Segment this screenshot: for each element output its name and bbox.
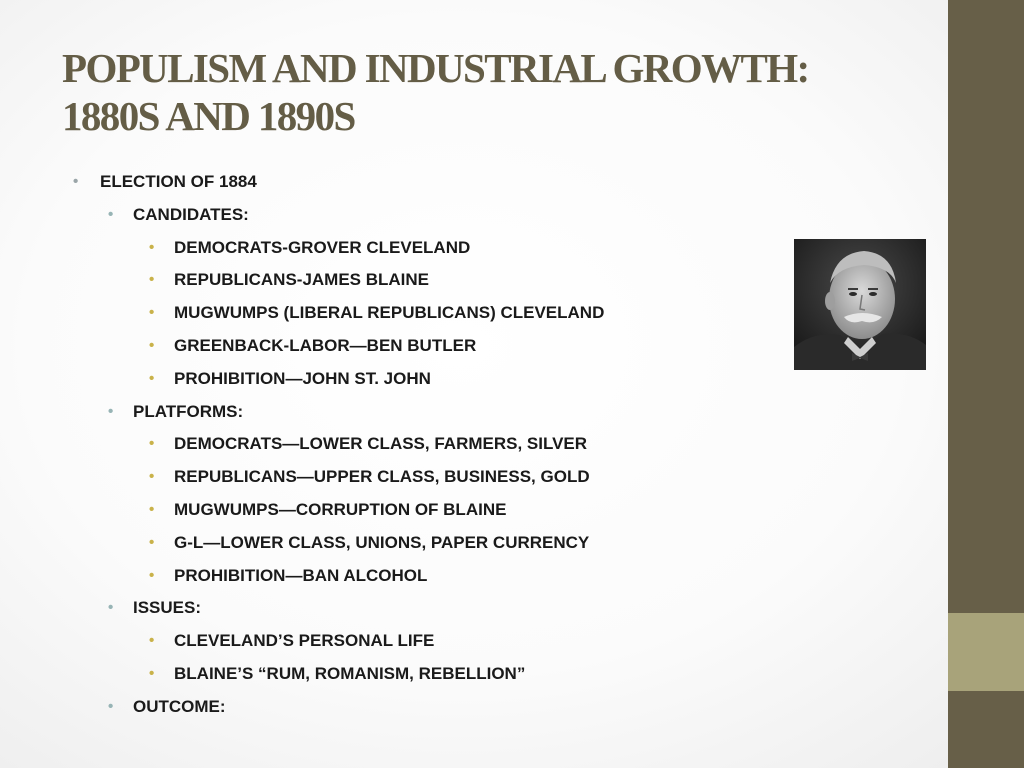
bullet-dot-icon: • <box>149 435 155 453</box>
bullet-text: PLATFORMS: <box>133 401 244 421</box>
bullet-dot-icon: • <box>149 632 155 650</box>
bullet-item-level-2 <box>0 691 760 724</box>
bullet-item-level-3 <box>0 494 760 527</box>
slide-title <box>62 44 922 140</box>
bullet-text: PROHIBITION—JOHN ST. JOHN <box>174 368 431 388</box>
bullet-item-level-3 <box>0 625 760 658</box>
bullet-text: CLEVELAND’S PERSONAL LIFE <box>174 631 435 651</box>
bullet-text: DEMOCRATS—LOWER CLASS, FARMERS, SILVER <box>174 434 588 454</box>
slide-title-line-2: 1880S AND 1890S <box>62 93 355 139</box>
bullet-dot-icon: • <box>149 369 155 387</box>
bullet-item-level-3 <box>0 232 760 265</box>
bullet-text: MUGWUMPS (LIBERAL REPUBLICANS) CLEVELAND <box>174 303 605 323</box>
bullet-dot-icon: • <box>149 271 155 289</box>
bullet-dot-icon: • <box>73 173 79 190</box>
bullet-item-level-3 <box>0 560 760 593</box>
bullet-list <box>0 166 760 724</box>
bullet-text: MUGWUMPS—CORRUPTION OF BLAINE <box>174 499 507 519</box>
side-accent-block <box>948 613 1024 691</box>
bullet-item-level-3 <box>0 461 760 494</box>
bullet-item-level-2 <box>0 199 760 232</box>
bullet-text: ISSUES: <box>133 598 202 618</box>
bullet-text: ELECTION OF 1884 <box>100 172 257 191</box>
bullet-dot-icon: • <box>149 664 155 682</box>
bullet-dot-icon: • <box>149 336 155 354</box>
portrait-photo-icon <box>794 239 926 370</box>
bullet-dot-icon: • <box>108 205 114 223</box>
bullet-dot-icon: • <box>149 238 155 256</box>
bullet-dot-icon: • <box>149 566 155 584</box>
bullet-item-level-1 <box>0 166 760 199</box>
bullet-text: G-L—LOWER CLASS, UNIONS, PAPER CURRENCY <box>174 532 590 552</box>
bullet-dot-icon: • <box>149 468 155 486</box>
bullet-text: REPUBLICANS-JAMES BLAINE <box>174 270 430 290</box>
bullet-dot-icon: • <box>149 304 155 322</box>
bullet-item-level-3 <box>0 527 760 560</box>
slide-title-line-1: POPULISM AND INDUSTRIAL GROWTH: <box>62 45 809 91</box>
bullet-text: PROHIBITION—BAN ALCOHOL <box>174 565 428 585</box>
bullet-text: DEMOCRATS-GROVER CLEVELAND <box>174 237 471 257</box>
bullet-item-level-3 <box>0 428 760 461</box>
bullet-item-level-2 <box>0 396 760 429</box>
bullet-item-level-3 <box>0 297 760 330</box>
bullet-text: CANDIDATES: <box>133 204 249 224</box>
bullet-dot-icon: • <box>108 599 114 617</box>
bullet-text: GREENBACK-LABOR—BEN BUTLER <box>174 335 477 355</box>
bullet-text: OUTCOME: <box>133 696 226 716</box>
bullet-text: REPUBLICANS—UPPER CLASS, BUSINESS, GOLD <box>174 467 590 487</box>
bullet-dot-icon: • <box>108 697 114 715</box>
bullet-text: BLAINE’S “RUM, ROMANISM, REBELLION” <box>174 663 526 683</box>
bullet-item-level-3 <box>0 658 760 691</box>
bullet-item-level-2 <box>0 592 760 625</box>
bullet-item-level-3 <box>0 363 760 396</box>
bullet-dot-icon: • <box>149 533 155 551</box>
bullet-item-level-3 <box>0 264 760 297</box>
bullet-item-level-3 <box>0 330 760 363</box>
bullet-dot-icon: • <box>149 500 155 518</box>
bullet-dot-icon: • <box>108 402 114 420</box>
